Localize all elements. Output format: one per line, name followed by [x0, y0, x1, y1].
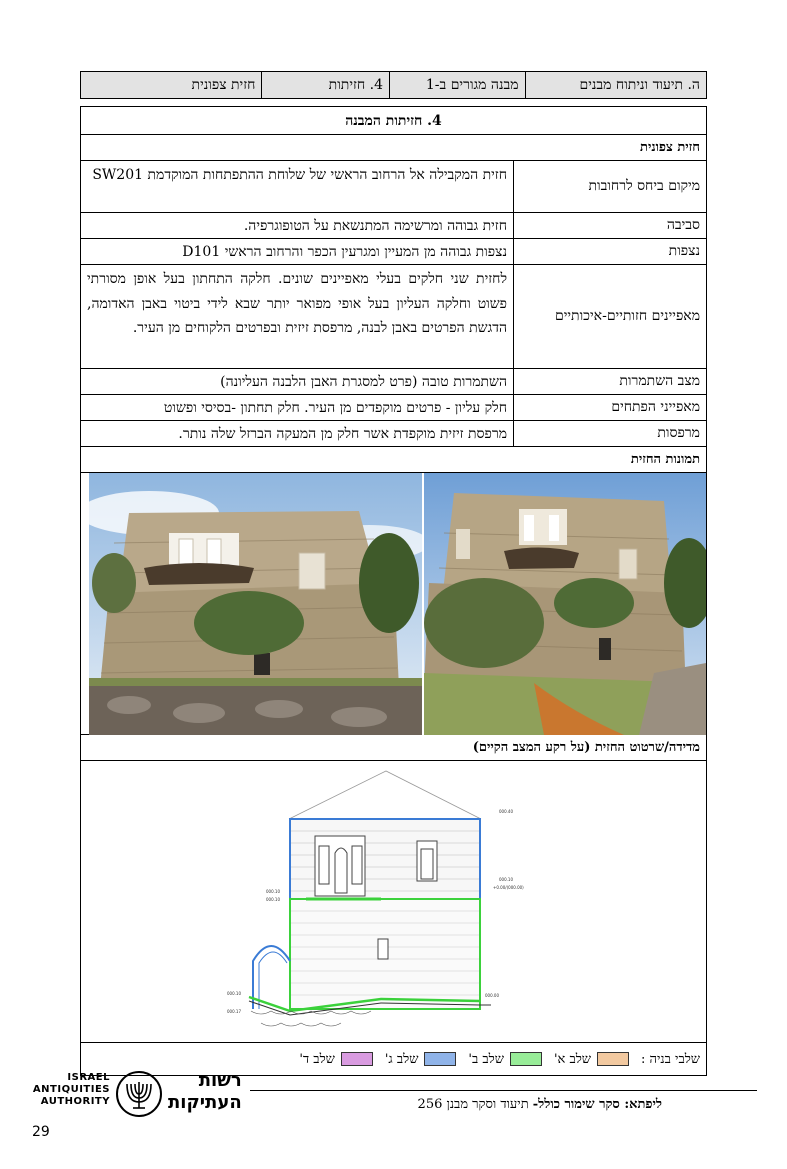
header-cell-chapter: ה. תיעוד וניתוח מבנים [525, 72, 706, 98]
logo-hebrew-line: העתיקות [168, 1092, 242, 1113]
legend-title: שלבי בניה : [641, 1052, 700, 1067]
header-row [80, 71, 707, 99]
legend-item [385, 1051, 457, 1067]
row-value: מרפסת זיזית מוקפדת אשר חלק מן המעקה הברזל שלה נותר. [178, 426, 507, 442]
row-value: חזית גבוהה ומרשימה המתנשאת על הטופוגרפיה. [243, 218, 507, 234]
photo-divider [422, 473, 424, 735]
row-label: מאפייני הפתחים [513, 395, 706, 420]
header-cell-facade: חזית צפונית [191, 77, 256, 93]
facade-heading: חזית צפונית [81, 135, 706, 161]
row-label: נצפות [513, 239, 706, 264]
table-row [81, 239, 706, 265]
facades-table [80, 106, 707, 1076]
row-value: לחזית שני חלקים בעלי מאפיינים שונים. חלקה התחתון בעל אופן מסורתי פשוט וחלקה העליון בעל אופי מפואר יותר שבא לידי ביטוי באבן האדומה, הדגשת הפרטים באבן לבנה, מרפסת זיזית ובפרטים הלקוחים מן העיר. [87, 271, 507, 336]
legend-swatch-stage-c [424, 1052, 456, 1066]
row-label: מאפיינים חזותיים-איכותיים [513, 265, 706, 368]
table-row [81, 265, 706, 369]
row-label: מיקום ביחס לרחובות [513, 161, 706, 212]
table-row [81, 395, 706, 421]
drawing-label-left-2: 000.10 [266, 897, 280, 902]
footer-report-title-rest: תיעוד וסקר מבנן 256 [417, 1097, 533, 1112]
row-value: חזית המקבילה אל הרחוב הראשי של שלוחת ההתפתחות המוקדמת SW201 [92, 167, 507, 183]
logo-english-line: ANTIQUITIES [32, 1084, 110, 1095]
legend-swatch-stage-d [341, 1052, 373, 1066]
table-row [81, 421, 706, 447]
facade-drawing [81, 761, 706, 1043]
legend-swatch-stage-b [510, 1052, 542, 1066]
legend-item [299, 1051, 373, 1067]
section-title: 4. חזיתות המבנה [81, 107, 706, 135]
table-row [81, 369, 706, 395]
legend-label: שלב ד' [299, 1052, 335, 1067]
footer-report-title [418, 1096, 662, 1112]
legend-label: שלב ב' [468, 1052, 504, 1067]
logo-hebrew-line: רשות [198, 1070, 242, 1091]
header-cell-building: מבנה מגורים ב-1 [389, 72, 525, 98]
footer-divider [250, 1090, 757, 1091]
logo-english-line: AUTHORITY [40, 1096, 110, 1107]
row-label: מצב השתמרות [513, 369, 706, 394]
drawing-label-top-right: 000.40 [499, 809, 513, 814]
legend-item [554, 1051, 629, 1067]
drawing-label-bottom-right: 000.00 [485, 993, 499, 998]
legend-label: שלב א' [553, 1052, 592, 1067]
row-value: חלק עליון - פרטים מוקפדים מן העיר. חלק תחתון -בסיסי ופשוט [163, 400, 507, 416]
drawing-label-left-1: 000.10 [266, 889, 280, 894]
drawing-label-mid-right-2: +0.00/(000.00) [493, 885, 524, 890]
facade-photo-left [89, 473, 422, 735]
row-value: נצפות גבוהה מן המעיין ומגרעין הכפר והרחוב הראשי D101 [182, 244, 507, 260]
row-label: מרפסות [513, 421, 706, 446]
header-cell-section: 4. חזיתות [261, 72, 389, 98]
drawing-label-bottom-left-2: 000.17 [227, 1009, 241, 1014]
footer-report-title-bold: ליפתא: סקר שימור כולל- [532, 1097, 662, 1112]
legend [299, 1051, 700, 1067]
photos-row [81, 473, 706, 735]
drawing-label-mid-right-1: 000.10 [499, 877, 513, 882]
legend-swatch-stage-a [597, 1052, 629, 1066]
legend-item [468, 1051, 542, 1067]
logo-english-line: ISRAEL [67, 1072, 110, 1083]
menorah-emblem-icon [115, 1070, 163, 1118]
table-row [81, 161, 706, 213]
table-row [81, 213, 706, 239]
drawing-heading: מדידה/שרטוט החזית (על רקע המצב הקיים) [81, 735, 706, 761]
facade-photo-right [424, 473, 706, 735]
row-value: השתמרות טובה (פרט למסגרת האבן הלבנה העליונה) [220, 374, 507, 390]
page-number: 29 [32, 1124, 50, 1140]
legend-label: שלב ג' [384, 1052, 419, 1067]
photos-heading: תמונות החזית [81, 447, 706, 473]
iaa-logo [30, 1070, 250, 1118]
drawing-label-bottom-left-1: 000.10 [227, 991, 241, 996]
row-label: סביבה [513, 213, 706, 238]
